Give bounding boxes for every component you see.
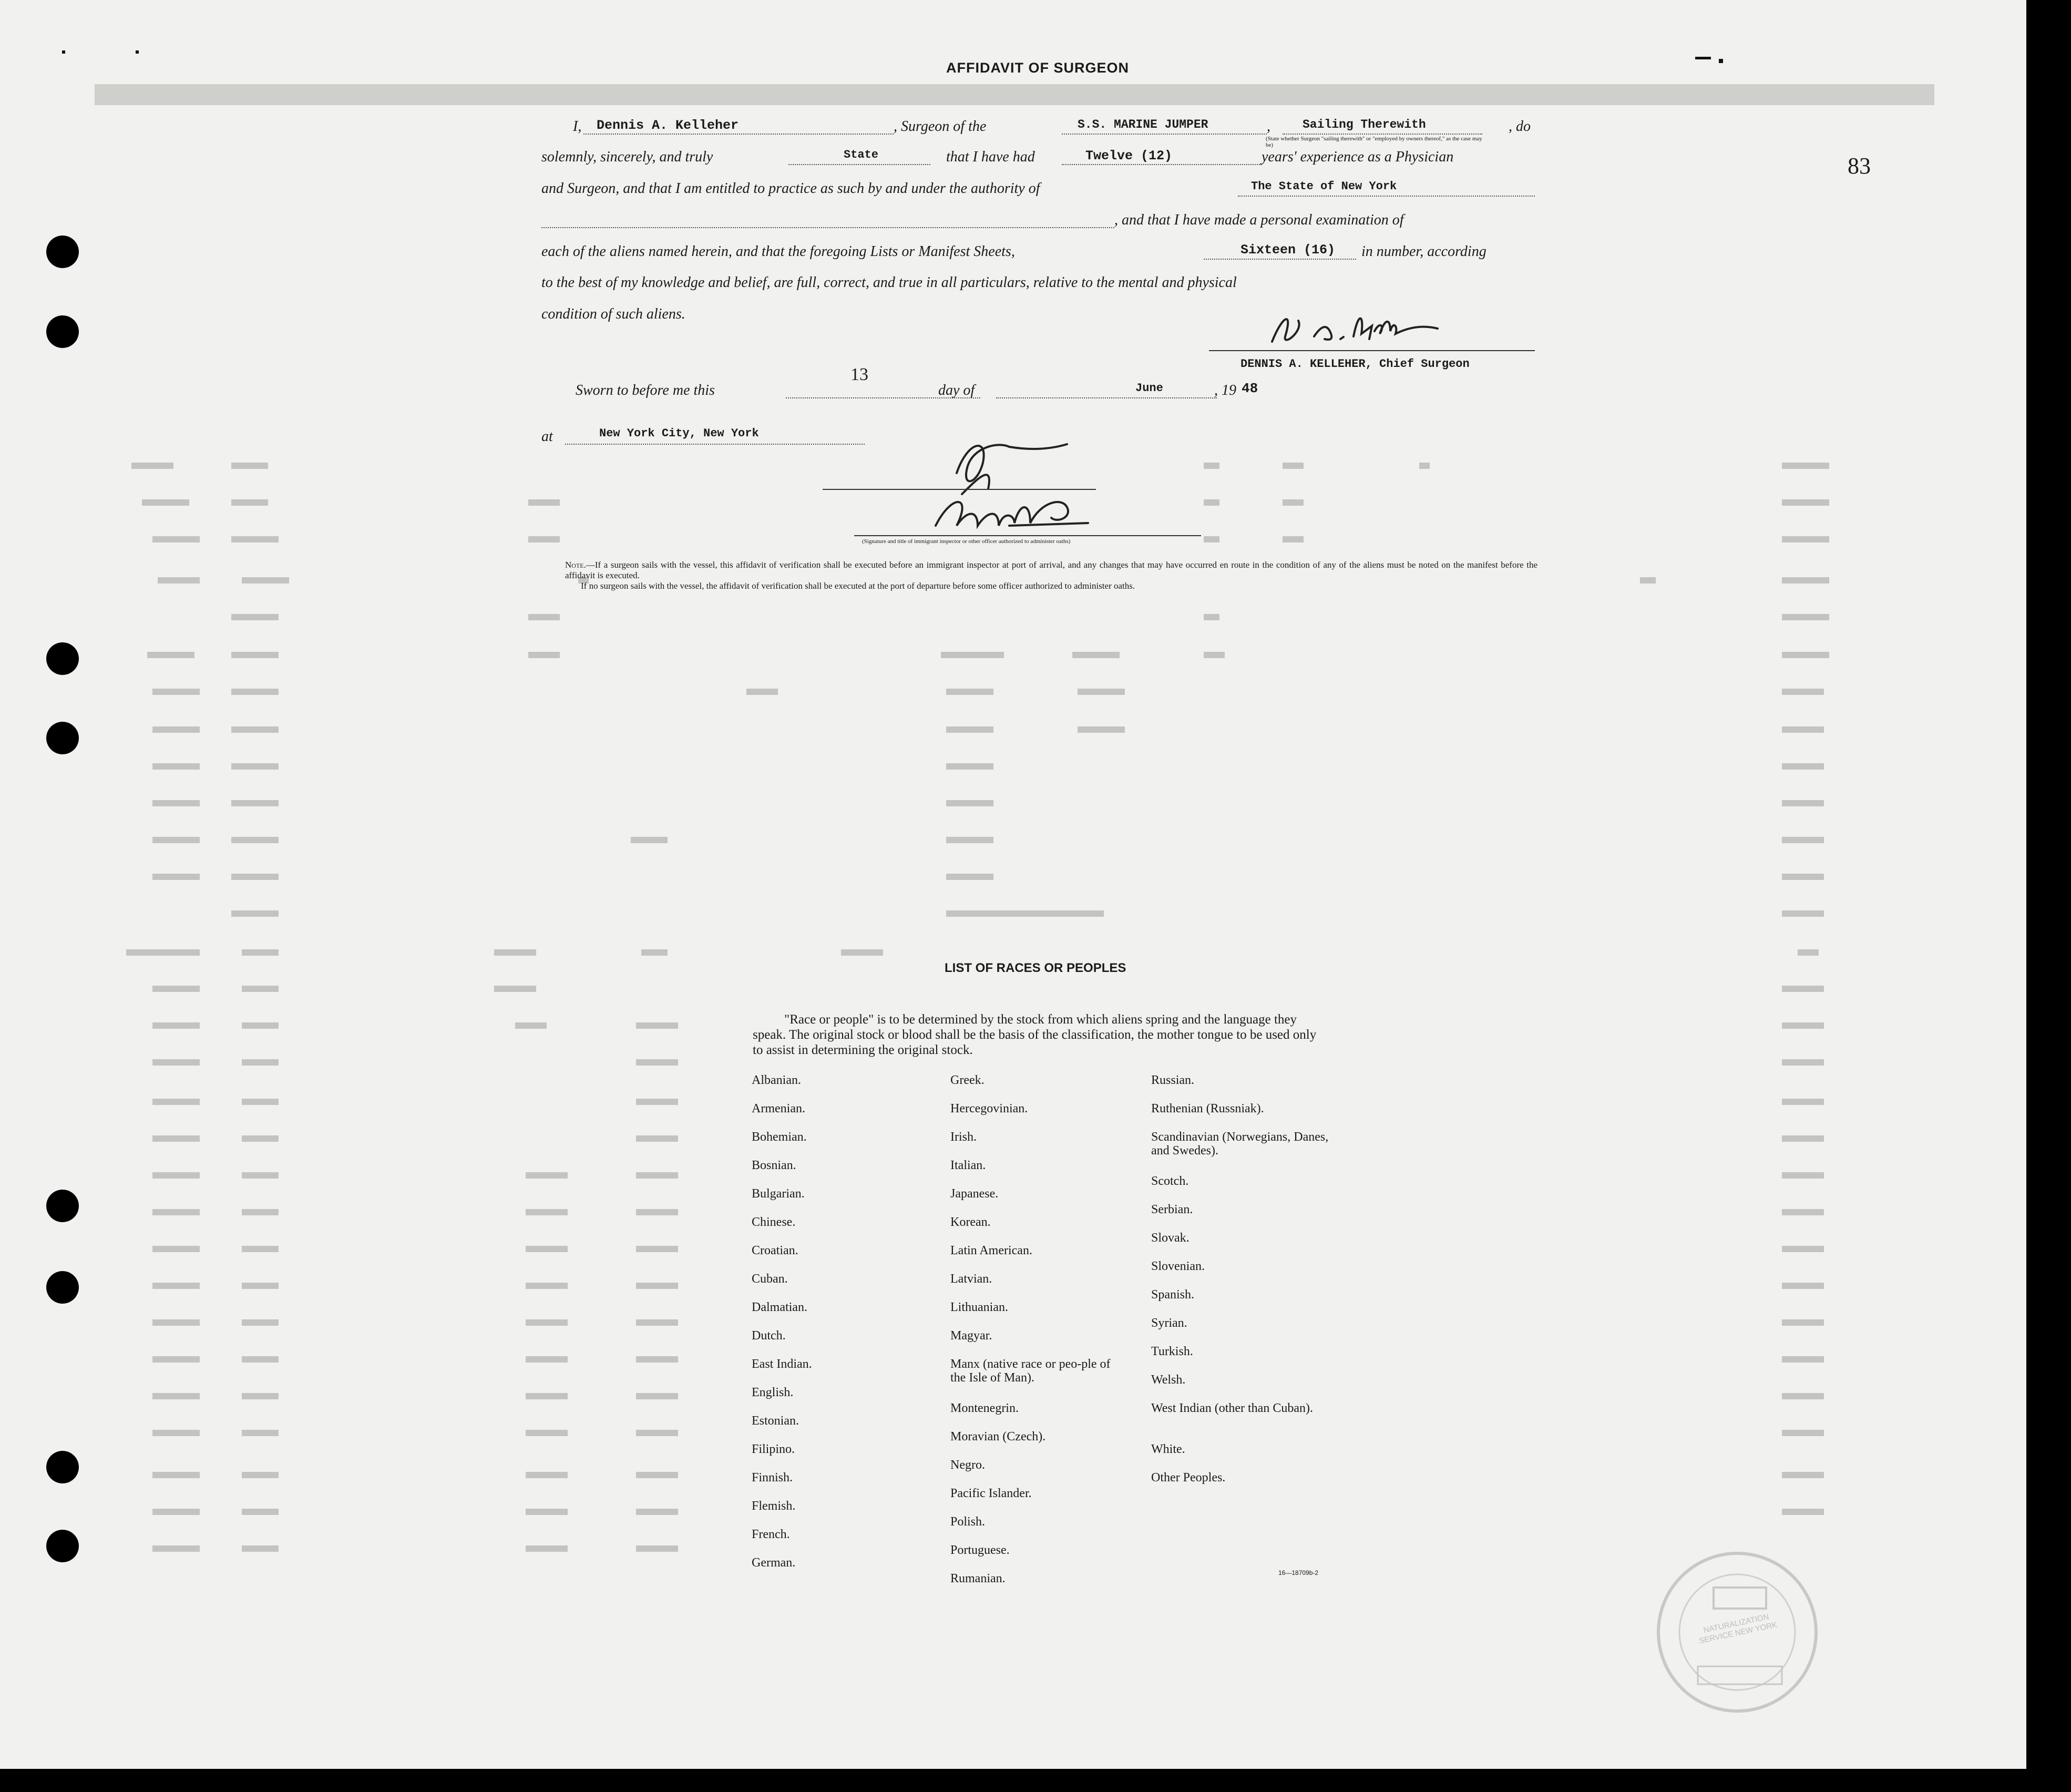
race-item: Polish. bbox=[950, 1515, 986, 1529]
sheets-rule bbox=[1204, 259, 1356, 260]
race-item: English. bbox=[752, 1386, 794, 1399]
sworn-text: Sworn to before me this bbox=[576, 382, 715, 398]
personal-exam-text: , and that I have made a personal examination of bbox=[1114, 212, 1404, 228]
race-item: Magyar. bbox=[950, 1329, 992, 1343]
race-item: Manx (native race or peo-ple of the Isle of Man). bbox=[950, 1357, 1111, 1385]
race-item: Latin American. bbox=[950, 1244, 1032, 1257]
month-rule bbox=[996, 397, 1217, 398]
years-text: years' experience as a Physician bbox=[1262, 149, 1454, 165]
race-item: Syrian. bbox=[1151, 1316, 1187, 1330]
race-item: German. bbox=[752, 1556, 796, 1570]
year-prefix: , 19 bbox=[1214, 382, 1236, 398]
place-rule bbox=[565, 444, 865, 445]
signature-rule bbox=[1209, 350, 1535, 351]
race-item: French. bbox=[752, 1528, 790, 1541]
sailing-rule bbox=[1283, 134, 1482, 135]
races-column-3 bbox=[1151, 1073, 1340, 1499]
race-item: Russian. bbox=[1151, 1073, 1195, 1087]
race-item: Irish. bbox=[950, 1130, 977, 1144]
state-value: State bbox=[844, 148, 879, 161]
race-item: Greek. bbox=[950, 1073, 985, 1087]
race-item: Other Peoples. bbox=[1151, 1471, 1226, 1484]
authority-rule bbox=[1238, 196, 1535, 197]
vessel-rule bbox=[1062, 134, 1267, 135]
sheets-value: Sixteen (16) bbox=[1240, 242, 1336, 258]
do-label: , do bbox=[1509, 118, 1531, 135]
race-item: Slovak. bbox=[1151, 1231, 1190, 1245]
race-item: Chinese. bbox=[752, 1215, 796, 1229]
race-item: Latvian. bbox=[950, 1272, 992, 1286]
month-value: June bbox=[1135, 382, 1163, 395]
form-code: 16—18709b-2 bbox=[1278, 1569, 1319, 1576]
races-intro bbox=[753, 1012, 1320, 1058]
race-item: Finnish. bbox=[752, 1471, 793, 1484]
note-paragraph bbox=[565, 560, 1537, 591]
note-label: Note. bbox=[565, 560, 586, 570]
race-item: Japanese. bbox=[950, 1187, 999, 1201]
race-item: Pacific Islander. bbox=[950, 1487, 1032, 1500]
race-item: Armenian. bbox=[752, 1102, 805, 1115]
race-item: Dalmatian. bbox=[752, 1301, 807, 1314]
place-value: New York City, New York bbox=[599, 427, 759, 440]
surgeon-name-value: Dennis A. Kelleher bbox=[597, 118, 739, 133]
year-value: 48 bbox=[1242, 381, 1258, 396]
race-item: Lithuanian. bbox=[950, 1301, 1008, 1314]
authority-rule-2 bbox=[541, 227, 1114, 228]
surgeon-of-label: , Surgeon of the bbox=[894, 118, 987, 135]
race-item: Italian. bbox=[950, 1159, 986, 1172]
day-value: 13 bbox=[850, 365, 868, 384]
race-item: Moravian (Czech). bbox=[950, 1430, 1046, 1443]
at-label: at bbox=[541, 428, 553, 445]
race-item: Cuban. bbox=[752, 1272, 788, 1286]
race-item: Flemish. bbox=[752, 1499, 796, 1513]
i-label: I, bbox=[573, 118, 582, 135]
note-text-2: If no surgeon sails with the vessel, the affidavit of verification shall be executed at the port of departure before some officer authorized to administer oaths. bbox=[581, 581, 1135, 591]
race-item: Korean. bbox=[950, 1215, 991, 1229]
and-surgeon-text: and Surgeon, and that I am entitled to practice as such by and under the authority of bbox=[541, 180, 1040, 197]
race-item: Scandinavian (Norwegians, Danes, and Swedes). bbox=[1151, 1130, 1329, 1158]
race-item: Albanian. bbox=[752, 1073, 801, 1087]
that-had-text: that I have had bbox=[946, 149, 1035, 165]
race-item: Estonian. bbox=[752, 1414, 799, 1428]
race-item: West Indian (other than Cuban). bbox=[1151, 1401, 1313, 1415]
signature-name: DENNIS A. KELLEHER, Chief Surgeon bbox=[1240, 357, 1470, 371]
races-column-1 bbox=[752, 1073, 812, 1584]
race-item: Dutch. bbox=[752, 1329, 786, 1343]
day-of-text: day of bbox=[938, 382, 975, 398]
race-item: Portuguese. bbox=[950, 1543, 1010, 1557]
solemnly-text: solemnly, sincerely, and truly bbox=[541, 149, 713, 165]
race-item: Bulgarian. bbox=[752, 1187, 805, 1201]
state-rule bbox=[788, 164, 930, 165]
race-item: Scotch. bbox=[1151, 1174, 1189, 1188]
sailing-value: Sailing Therewith bbox=[1303, 118, 1426, 131]
race-item: Filipino. bbox=[752, 1442, 795, 1456]
race-item: Welsh. bbox=[1151, 1373, 1186, 1387]
officer-rule-2 bbox=[854, 535, 1201, 536]
authority-value: The State of New York bbox=[1251, 180, 1397, 193]
race-item: Bohemian. bbox=[752, 1130, 807, 1144]
race-item: Hercegovinian. bbox=[950, 1102, 1028, 1115]
race-item: Croatian. bbox=[752, 1244, 798, 1257]
affidavit-title: AFFIDAVIT OF SURGEON bbox=[946, 60, 1129, 76]
condition-text: condition of such aliens. bbox=[541, 306, 685, 322]
sailing-note: (State whether Surgeon "sailing therewith" or "employed by owners thereof," as the case may be) bbox=[1266, 136, 1482, 148]
race-item: White. bbox=[1151, 1442, 1185, 1456]
race-item: Montenegrin. bbox=[950, 1401, 1019, 1415]
note-text-1: —If a surgeon sails with the vessel, this affidavit of verification shall be executed before an immigrant inspector at port of arrival, and any changes that may have occurred en route in the condition of any of the aliens must be noted on the manifest before the affidavit is executed. bbox=[565, 560, 1537, 580]
races-title: LIST OF RACES OR PEOPLES bbox=[945, 961, 1126, 975]
race-item: Turkish. bbox=[1151, 1345, 1193, 1358]
race-item: Slovenian. bbox=[1151, 1259, 1205, 1273]
race-item: Bosnian. bbox=[752, 1159, 796, 1172]
race-item: Negro. bbox=[950, 1458, 985, 1472]
race-item: Ruthenian (Russniak). bbox=[1151, 1102, 1264, 1115]
race-item: Serbian. bbox=[1151, 1203, 1193, 1216]
officer-signature bbox=[925, 426, 1146, 547]
race-item: East Indian. bbox=[752, 1357, 812, 1371]
surgeon-signature bbox=[1262, 305, 1451, 352]
officer-caption: (Signature and title of immigrant inspector or other officer authorized to administer oaths) bbox=[862, 538, 1071, 545]
race-item: Rumanian. bbox=[950, 1572, 1006, 1585]
best-knowledge-text: to the best of my knowledge and belief, are full, correct, and true in all particulars, relative to the mental and physical bbox=[541, 274, 1237, 291]
surgeon-name-rule bbox=[583, 134, 894, 135]
each-alien-text: each of the aliens named herein, and that the foregoing Lists or Manifest Sheets, bbox=[541, 243, 1015, 260]
years-rule bbox=[1062, 164, 1262, 165]
years-value: Twelve (12) bbox=[1085, 148, 1173, 163]
officer-rule-1 bbox=[823, 489, 1096, 490]
in-number-text: in number, according bbox=[1361, 243, 1486, 260]
vessel-value: S.S. MARINE JUMPER bbox=[1078, 118, 1208, 131]
page-number: 83 bbox=[1848, 153, 1871, 179]
stamp-text: NATURALIZATION SERVICE NEW YORK bbox=[1698, 1612, 1778, 1646]
comma: , bbox=[1267, 118, 1270, 135]
race-item: Spanish. bbox=[1151, 1288, 1195, 1302]
races-intro-text: "Race or people" is to be determined by the stock from which aliens spring and the language they speak. The original stock or blood shall be the basis of the classification, the mother tongue to be used only to assist in determining the original stock. bbox=[753, 1012, 1317, 1057]
races-column-2 bbox=[950, 1073, 1124, 1600]
